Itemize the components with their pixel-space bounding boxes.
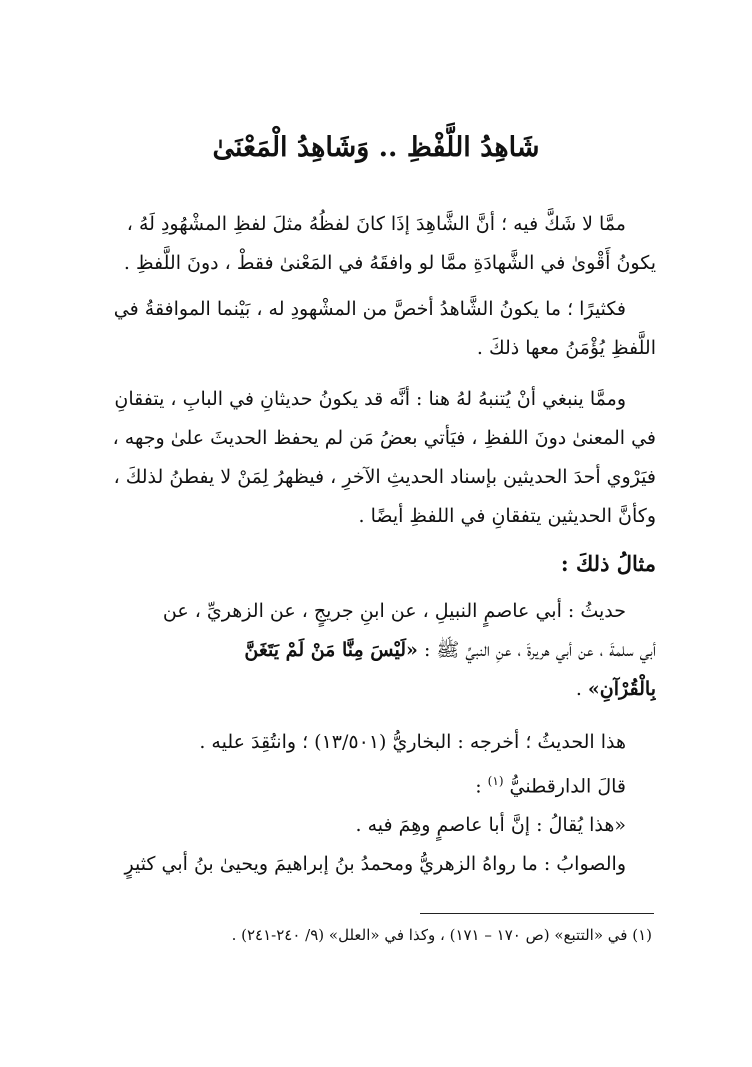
paragraph-line: وممَّا ينبغي أنْ يُتنبهُ لهُ هنا : أنَّه قد يكونُ حديثانِ في البابِ ، يتفقانِ [114,388,626,410]
paragraph-line: اللَّفظِ يُؤْمَنُ معها ذلكَ . [476,337,656,359]
footnote-divider [420,913,654,914]
narration-line: هذا الحديثُ ؛ أخرجه : البخاريُّ (١٣/٥٠١) ؛ وانتُقِدَ عليه . [199,731,626,753]
paragraph-2 [82,290,656,368]
paragraph-3 [82,380,656,536]
example-heading: مثالُ ذلكَ : [560,551,656,576]
hadith-chain: أبي سلمةَ ، عن أبي هريرةَ ، عنِ النبيِّ ﷺ : [423,639,656,661]
hadith-line: حديثُ : أبي عاصمٍ النبيلِ ، عن ابنِ جريجٍ ، عن الزهريِّ ، عن [162,600,626,622]
paragraph-line: وكأنَّ الحديثين يتفقانِ في اللفظِ أيضًا . [358,505,656,527]
narration-line: والصوابُ : ما رواهُ الزهريُّ ومحمدُ بنُ إبراهيمَ ويحيىٰ بنُ أبي كثيرٍ [124,853,626,876]
paragraph-line: في المعنىٰ دونَ اللفظِ ، فيَأتي بعضُ مَن لم يحفظ الحديثَ علىٰ وجهه ، [112,427,656,449]
hadith-block [82,592,656,709]
narration-colon: : [475,775,488,798]
paragraph-1 [82,205,656,283]
paragraph-line: فكثيرًا ؛ ما يكونُ الشَّاهدُ أخصَّ من المشْهودِ له ، بَيْنما الموافقةُ في [113,298,626,320]
paragraph-line: فيَرْوي أحدَ الحديثين بإسناد الحديثِ الآخرِ ، فيظهرُ لِمَنْ لا يفطنُ لذلكَ ، [113,466,656,488]
narration-line: «هذا يُقالُ : إنَّ أبا عاصمٍ وهِمَ فيه . [355,814,626,837]
paragraph-line: ممَّا لا شَكَّ فيه ؛ أنَّ الشَّاهِدَ إذَا كانَ لفظُهُ مثلَ لفظِ المشْهُودِ لَهُ ، [126,213,626,235]
footnote: (١) في «التتبع» (ص ١٧٠ – ١٧١) ، وكذا في «العلل» (٩/ ٢٤٠-٢٤١) . [231,926,652,944]
paragraph-line: يكونُ أَقْوىٰ في الشَّهادَةِ ممَّا لو وافقَهُ في المَعْنىٰ فقطْ ، دونَ اللَّفظِ . [123,252,656,274]
hadith-line-end: . [575,678,588,700]
hadith-quote-start: «لَيْسَ مِنَّا مَنْ لَمْ يَتَغَنَّ [244,639,418,661]
hadith-line [82,670,656,709]
page-title: شَاهِدُ اللَّفْظِ .. وَشَاهِدُ الْمَعْنَىٰ [212,132,540,163]
hadith-quote-end: بِالْقُرْآنِ» [587,678,656,700]
hadith-line [82,631,656,670]
narration-block [82,723,656,884]
footnote-marker: (١) [487,774,504,788]
narration-line [82,762,656,806]
daraqutni-name: قالَ الدارقطنيُّ [509,775,626,798]
